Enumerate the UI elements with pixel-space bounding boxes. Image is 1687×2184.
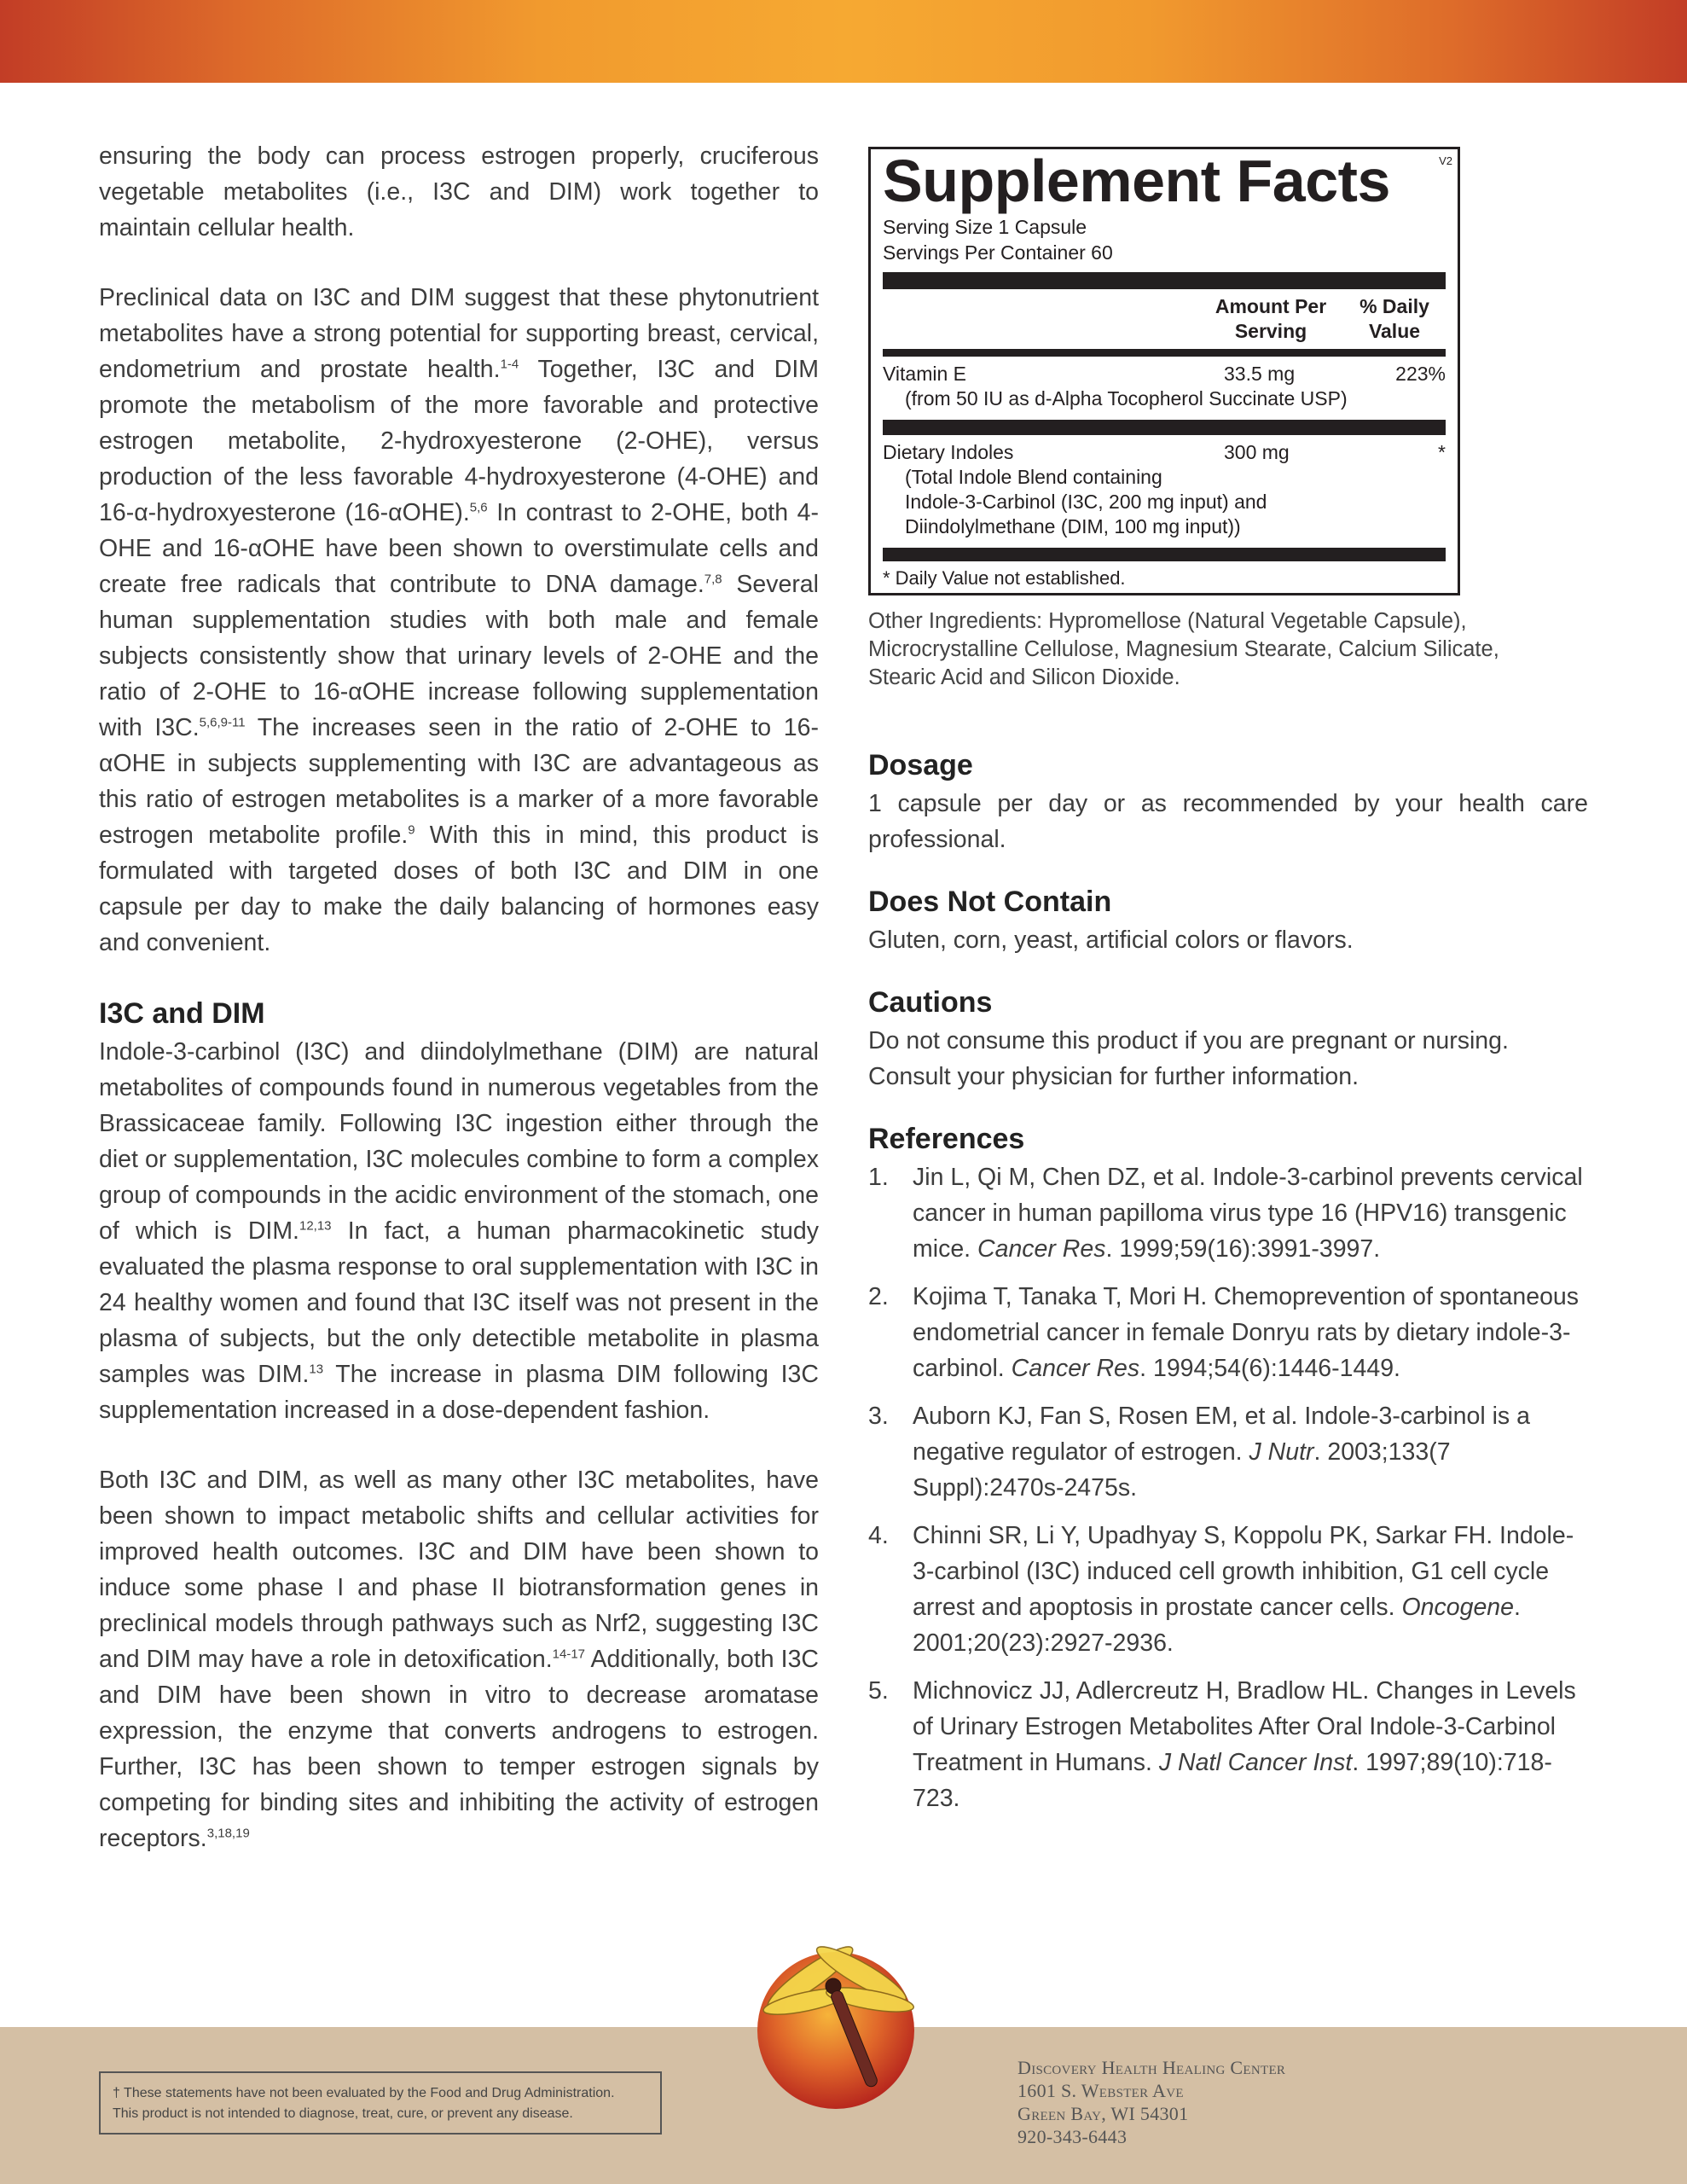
left-column xyxy=(99,138,819,1891)
citation: 1-4 xyxy=(500,357,519,372)
column-headers xyxy=(883,294,1446,344)
supplement-facts-panel xyxy=(868,147,1460,595)
citation: 3,18,19 xyxy=(206,1826,250,1841)
indole-blend-line: Indole-3-Carbinol (I3C, 200 mg input) and xyxy=(905,491,1267,513)
reference-text: Auborn KJ, Fan S, Rosen EM, et al. Indole-3-carbinol is a negative regulator of estrogen. xyxy=(913,1403,1530,1466)
references-heading: References xyxy=(868,1123,1025,1155)
reference-details: . 1999;59(16):3991-3997. xyxy=(1105,1235,1381,1263)
reference-number: 3. xyxy=(868,1403,889,1430)
reference-item xyxy=(868,1159,1588,1267)
reference-number: 4. xyxy=(868,1522,889,1549)
reference-item xyxy=(868,1518,1588,1661)
header-line: Value xyxy=(1368,320,1421,342)
nutrient-amount: 300 mg xyxy=(1224,441,1290,463)
org-name: Discovery Health Healing Center xyxy=(1017,2057,1286,2078)
text-span: With this in mind, this product is formulated with targeted doses of both I3C and DIM in one capsule per day to make the daily balancing of hormones easy and convenient. xyxy=(99,822,819,956)
daily-value-footnote: * Daily Value not established. xyxy=(883,567,1126,589)
reference-text: Kojima T, Tanaka T, Mori H. Chemoprevention of spontaneous endometrial cancer in female Donryu rats by dietary indole-3-carbinol. xyxy=(913,1283,1580,1382)
divider-medium xyxy=(883,420,1446,435)
citation: 13 xyxy=(309,1362,324,1377)
citation: 5,6,9-11 xyxy=(199,715,246,730)
dragonfly-logo-icon xyxy=(751,1935,930,2114)
header-line: Serving xyxy=(1234,320,1307,342)
reference-journal: J Nutr xyxy=(1249,1438,1314,1466)
address-block xyxy=(1017,2056,1285,2148)
dosage-heading: Dosage xyxy=(868,749,973,781)
supplement-facts-title: Supplement Facts xyxy=(883,148,1390,214)
reference-text: Michnovicz JJ, Adlercreutz H, Bradlow HL. Changes in Levels of Urinary Estrogen Metabolites After Oral Indole-3-Carbinol Treatment in Humans. xyxy=(913,1677,1576,1776)
right-column xyxy=(868,746,1588,1828)
cautions-heading: Cautions xyxy=(868,986,993,1019)
daily-value-header xyxy=(1343,294,1446,344)
citation: 7,8 xyxy=(704,572,722,587)
reference-journal: Oncogene xyxy=(1401,1594,1514,1621)
reference-item xyxy=(868,1398,1588,1506)
header-line: Amount Per xyxy=(1215,295,1327,317)
text-span: The increase in plasma DIM following I3C supplementation increased in a dose-dependent fashion. xyxy=(99,1361,819,1424)
divider-medium xyxy=(883,349,1446,357)
text-span: Indole-3-carbinol (I3C) and diindolylmethane (DIM) are natural metabolites of compounds found in numerous vegetables from the Brassicaceae family. Following I3C ingestion either through the diet or supplementation, I3C molecules combine to form a complex group of compounds in the acidic environment of the stomach, one of which is DIM. xyxy=(99,1038,819,1245)
text-span: Both I3C and DIM, as well as many other I3C metabolites, have been shown to impact metabolic shifts and cellular activities for improved health outcomes. I3C and DIM have been shown to induce some phase I and phase II biotransformation genes in preclinical models through pathways such as Nrf2, suggesting I3C and DIM may have a role in detoxification. xyxy=(99,1467,819,1673)
citation: 12,13 xyxy=(299,1218,332,1234)
reference-number: 2. xyxy=(868,1283,889,1310)
version-label: V2 xyxy=(1439,154,1452,167)
preclinical-paragraph xyxy=(99,280,819,961)
citation: 9 xyxy=(408,822,415,838)
metabolic-paragraph xyxy=(99,1462,819,1856)
disclaimer-line: This product is not intended to diagnose, treat, cure, or prevent any disease. xyxy=(113,2106,573,2121)
text-span: Preclinical data on I3C and DIM suggest that these phytonutrient metabolites have a strong potential for supporting breast, cervical, endometrium and prostate health. xyxy=(99,284,819,383)
header-line: % Daily xyxy=(1359,295,1429,317)
reference-item xyxy=(868,1673,1588,1816)
reference-details: . 1994;54(6):1446-1449. xyxy=(1139,1355,1400,1382)
cautions-text: Do not consume this product if you are pregnant or nursing. Consult your physician for further information. xyxy=(868,1027,1509,1090)
citation: 14-17 xyxy=(552,1647,586,1662)
top-gradient-bar xyxy=(0,0,1687,83)
disclaimer-line: † These statements have not been evaluated by the Food and Drug Administration. xyxy=(113,2086,615,2100)
nutrient-daily-value: 223% xyxy=(1395,363,1446,385)
intro-paragraph: ensuring the body can process estrogen properly, cruciferous vegetable metabolites (i.e., I3C and DIM) work together to maintain cellular health. xyxy=(99,142,819,241)
divider-thick xyxy=(883,272,1446,289)
fda-disclaimer-box xyxy=(99,2071,662,2135)
servings-per-container: Servings Per Container 60 xyxy=(883,241,1113,264)
indole-blend-line: Diindolylmethane (DIM, 100 mg input)) xyxy=(905,515,1241,537)
reference-details: . 1997;89(10):718-723. xyxy=(913,1749,1552,1812)
reference-journal: J Natl Cancer Inst xyxy=(1158,1749,1353,1776)
other-ingredients: Other Ingredients: Hypromellose (Natural Vegetable Capsule), Microcrystalline Cellulose, Magnesium Stearate, Calcium Silicate, Stearic Acid and Silicon Dioxide. xyxy=(868,609,1499,689)
nutrient-daily-value: * xyxy=(1438,441,1446,463)
reference-details: . 2003;133(7 Suppl):2470s-2475s. xyxy=(913,1438,1451,1502)
reference-journal: Cancer Res xyxy=(1011,1355,1140,1382)
serving-size: Serving Size 1 Capsule xyxy=(883,216,1087,238)
citation: 5,6 xyxy=(469,500,488,515)
dosage-text: 1 capsule per day or as recommended by your health care professional. xyxy=(868,790,1588,853)
nutrient-amount: 33.5 mg xyxy=(1224,363,1296,385)
city-state-zip: Green Bay, WI 54301 xyxy=(1017,2103,1189,2124)
does-not-contain-heading: Does Not Contain xyxy=(868,886,1112,918)
indole-blend-line: (Total Indole Blend containing xyxy=(905,466,1162,488)
text-span: Together, I3C and DIM promote the metabolism of the more favorable and protective estrogen metabolite, 2-hydroxyesterone (2-OHE), versus production of the less favorable 4-hydroxyesterone (4-OHE) and 16-α-hydroxyesterone (16-αOHE). xyxy=(99,356,819,526)
dietary-indoles-row xyxy=(883,440,1446,465)
reference-text: Chinni SR, Li Y, Upadhyay S, Koppolu PK, Sarkar FH. Indole-3-carbinol (I3C) induced cell growth inhibition, G1 cell cycle arrest and apoptosis in prostate cancer cells. xyxy=(913,1522,1574,1621)
reference-journal: Cancer Res xyxy=(977,1235,1106,1263)
text-span: In fact, a human pharmacokinetic study evaluated the plasma response to oral supplementation with I3C in 24 healthy women and found that I3C itself was not present in the plasma of subjects, but the only detectible metabolite in plasma samples was DIM. xyxy=(99,1217,819,1388)
text-span: Additionally, both I3C and DIM have been shown in vitro to decrease aromatase expression, the enzyme that converts androgens to estrogen. Further, I3C has been shown to temper estrogen signals by competing for binding sites and inhibiting the activity of estrogen receptors. xyxy=(99,1646,820,1852)
text-span: The increases seen in the ratio of 2-OHE to 16-αOHE in subjects supplementing with I3C are advantageous as this ratio of estrogen metabolites is a marker of a more favorable estrogen metabolite profile. xyxy=(99,714,820,849)
reference-item xyxy=(868,1279,1588,1386)
reference-text: Jin L, Qi M, Chen DZ, et al. Indole-3-carbinol prevents cervical cancer in human papilloma virus type 16 (HPV16) transgenic mice. xyxy=(913,1164,1583,1263)
text-span: In contrast to 2-OHE, both 4-OHE and 16-αOHE have been shown to overstimulate cells and create free radicals that contribute to DNA damage. xyxy=(99,499,819,598)
divider-thick xyxy=(883,548,1446,561)
phone-number: 920-343-6443 xyxy=(1017,2126,1128,2147)
nutrient-name: Dietary Indoles xyxy=(883,441,1014,463)
text-span: Several human supplementation studies with both male and female subjects consistently show that urinary levels of 2-OHE and the ratio of 2-OHE to 16-αOHE increase following supplementation with I3C. xyxy=(99,571,819,741)
reference-number: 1. xyxy=(868,1164,889,1191)
street-address: 1601 S. Webster Ave xyxy=(1017,2080,1184,2101)
reference-details: . 2001;20(23):2927-2936. xyxy=(913,1594,1521,1657)
vitamin-e-source: (from 50 IU as d-Alpha Tocopherol Succinate USP) xyxy=(905,387,1348,410)
amount-header xyxy=(1198,294,1343,344)
references-list xyxy=(868,1159,1588,1816)
does-not-contain-text: Gluten, corn, yeast, artificial colors or flavors. xyxy=(868,926,1354,954)
i3c-dim-heading: I3C and DIM xyxy=(99,997,265,1030)
nutrient-name: Vitamin E xyxy=(883,363,967,385)
vitamin-e-row xyxy=(883,362,1446,386)
reference-number: 5. xyxy=(868,1677,889,1705)
i3c-dim-paragraph xyxy=(99,1034,819,1428)
